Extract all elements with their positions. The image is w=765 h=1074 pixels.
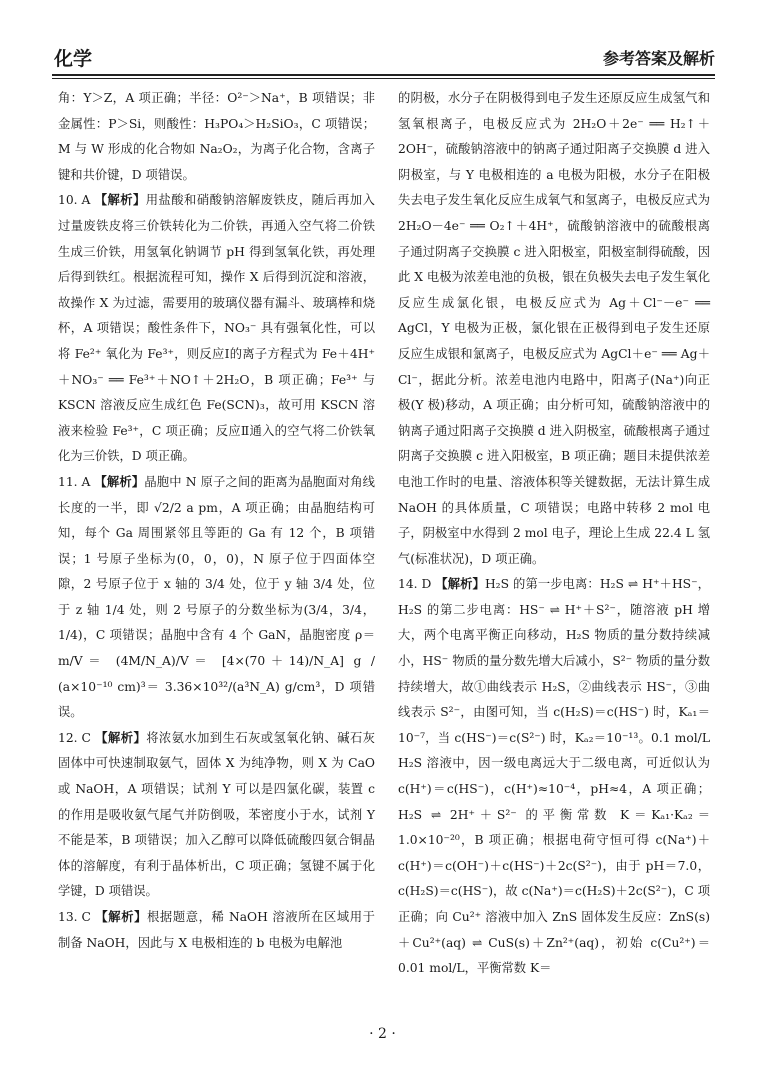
answer-14-text: H₂S 的第一步电离：H₂S ⇌ H⁺＋HS⁻，H₂S 的第二步电离：HS⁻ ⇌ H⁺＋S²⁻，随溶液 pH 增大，两个电离平衡正向移动，H₂S 物质的量分数持续减小，HS⁻ 物质的量分数先增大后减小，S²⁻ 物质的量分数持续增大，故①曲线表示 H₂S，②曲线表示 HS⁻，③曲线表示 S²⁻，由图可知，当 c(H₂S)＝c(HS⁻) 时，Kₐ₁＝10⁻⁷，当 c(HS⁻)＝c(S²⁻) 时，Kₐ₂＝10⁻¹³。0.1 mol/L H₂S 溶液中，因一级电离远大于二级电离，可近似认为 c(H⁺)＝c(HS⁻)，c(H⁺)≈10⁻⁴，pH≈4，A 项正确；H₂S ⇌ 2H⁺＋S²⁻ 的平衡常数 K＝Kₐ₁·Kₐ₂＝1.0×10⁻²⁰，B 项正确；根据电荷守恒可得 c(Na⁺)＋c(H⁺)＝c(OH⁻)＋c(HS⁻)＋2c(S²⁻)，由于 pH＝7.0，c(H₂S)＝c(HS⁻)，故 c(Na⁺)＝c(H₂S)＋2c(S²⁻)，C 项正确；向 Cu²⁺ 溶液中加入 ZnS 固体发生反应：ZnS(s)＋Cu²⁺(aq) ⇌ CuS(s)＋Zn²⁺(aq)，初始 c(Cu²⁺)＝0.01 mol/L，平衡常数 K＝ xyxy=(398,577,710,976)
right-column xyxy=(398,86,710,982)
answer-14 xyxy=(398,572,710,982)
answer-12-tag: 【解析】 xyxy=(95,730,147,745)
answer-10-number: 10. A xyxy=(58,193,91,208)
answer-14-number: 14. D xyxy=(398,577,432,592)
header-rule-thick xyxy=(52,74,715,76)
subject-title: 化学 xyxy=(54,48,93,70)
answer-14-tag: 【解析】 xyxy=(435,577,485,592)
continued-paragraph: 角：Y＞Z，A 项正确；半径：O²⁻＞Na⁺，B 项错误；非金属性：P＞Si，则酸性：H₃PO₄＞H₂SiO₃，C 项错误；M 与 W 形成的化合物如 Na₂O₂，为离子化合物，含离子键和共价键，D 项错误。 xyxy=(58,91,375,182)
answer-12-number: 12. C xyxy=(58,730,91,745)
answer-13-tag: 【解析】 xyxy=(95,910,148,924)
header-rule-thin xyxy=(52,78,715,79)
answer-13-continued: 的阴极，水分子在阴极得到电子发生还原反应生成氢气和氢氧根离子，电极反应式为 2H₂O＋2e⁻ ══ H₂↑＋2OH⁻，硫酸钠溶液中的钠离子通过阳离子交换膜 d 进入阴极室，与 Y 电极相连的 a 电极为阳极，水分子在阳极失去电子发生氧化反应生成氧气和氢离子，电极反应式为 2H₂O－4e⁻ ══ O₂↑＋4H⁺，硫酸钠溶液中的硫酸根离子通过阴离子交换膜 c 进入阳极室，阳极室制得硫酸，因此 X 电极为浓差电池的负极，银在负极失去电子发生氧化反应生成氯化银，电极反应式为 Ag＋Cl⁻－e⁻ ══ AgCl，Y 电极为正极，氯化银在正极得到电子发生还原反应生成银和氯离子，电极反应式为 AgCl＋e⁻ ══ Ag＋Cl⁻，据此分析。浓差电池内电路中，阳离子(Na⁺)向正极(Y 极)移动，A 项正确；由分析可知，硫酸钠溶液中的钠离子通过阳离子交换膜 d 进入阴极室，硫酸根离子通过阴离子交换膜 c 进入阳极室，B 项正确；题目未提供浓差电池工作时的电量、溶液体积等关键数据，无法计算生成 NaOH 的具体质量，C 项错误；电路中转移 2 mol 电子，阴极室中水得到 2 mol 电子，理论上生成 22.4 L 氢气(标准状况)，D 项正确。 xyxy=(398,91,710,566)
answer-12-text: 将浓氨水加到生石灰或氢氧化钠、碱石灰固体中可快速制取氨气，固体 X 为纯净物，则 X 为 CaO 或 NaOH，A 项错误；试剂 Y 可以是四氯化碳，装置 c 的作用是吸收氨气尾气并防倒吸，苯密度小于水，试剂 Y 不能是苯，B 项错误；加入乙醇可以降低硫酸四氨合铜晶体的溶解度，有利于晶体析出，C 项正确；氢键不属于化学键，D 项错误。 xyxy=(58,730,375,899)
answer-13-number: 13. C xyxy=(58,910,91,924)
page-number: · 2 · xyxy=(369,1026,396,1042)
section-title: 参考答案及解析 xyxy=(602,49,715,68)
answer-11-text: 晶胞中 N 原子之间的距离为晶胞面对角线长度的一半，即 √2/2 a pm，A 项正确；由晶胞结构可知，每个 Ga 周围紧邻且等距的 Ga 有 12 个，B 项错误；1 号原子坐标为(0，0，0)，N 原子位于四面体空隙，2 号原子位于 x 轴的 3/4 处，位于 y 轴 3/4 处，位于 z 轴 1/4 处，则 2 号原子的分数坐标为(3/4，3/4，1/4)，C 项错误；晶胞中含有 4 个 GaN，晶胞密度 ρ＝ m/V＝ (4M/N_A)/V＝ [4×(70＋14)/N_A] g / (a×10⁻¹⁰ cm)³＝ 3.36×10³²/(a³N_A) g/cm³，D 项错误。 xyxy=(58,474,375,720)
answer-13 xyxy=(58,905,375,956)
answer-10-tag: 【解析】 xyxy=(94,193,146,208)
answer-10 xyxy=(58,188,375,470)
answer-10-text: 用盐酸和硝酸钠溶解废铁皮，随后再加入过量废铁皮将三价铁转化为二价铁，再通入空气将二价铁生成三价铁，用氢氧化钠调节 pH 得到氢氧化铁，再处理后得到铁红。根据流程可知，操作 X 后得到沉淀和溶液，故操作 X 为过滤，需要用的玻璃仪器有漏斗、玻璃棒和烧杯，A 项错误；酸性条件下，NO₃⁻ 具有强氧化性，可以将 Fe²⁺ 氧化为 Fe³⁺，则反应Ⅰ的离子方程式为 Fe＋4H⁺＋NO₃⁻ ══ Fe³⁺＋NO↑＋2H₂O，B 项正确；Fe³⁺ 与 KSCN 溶液反应生成红色 Fe(SCN)₃，故可用 KSCN 溶液来检验 Fe³⁺，C 项正确；反应Ⅱ通入的空气将二价铁氧化为三价铁，D 项正确。 xyxy=(58,193,375,464)
answer-12 xyxy=(58,726,375,905)
answer-13-text: 根据题意，稀 NaOH 溶液所在区域用于制备 NaOH，因此与 X 电极相连的 b 电极为电解池 xyxy=(58,910,375,950)
left-column xyxy=(58,86,375,956)
page-header xyxy=(52,38,715,70)
answer-11-tag: 【解析】 xyxy=(94,474,145,489)
answer-11-number: 11. A xyxy=(58,474,91,489)
answer-11 xyxy=(58,470,375,726)
